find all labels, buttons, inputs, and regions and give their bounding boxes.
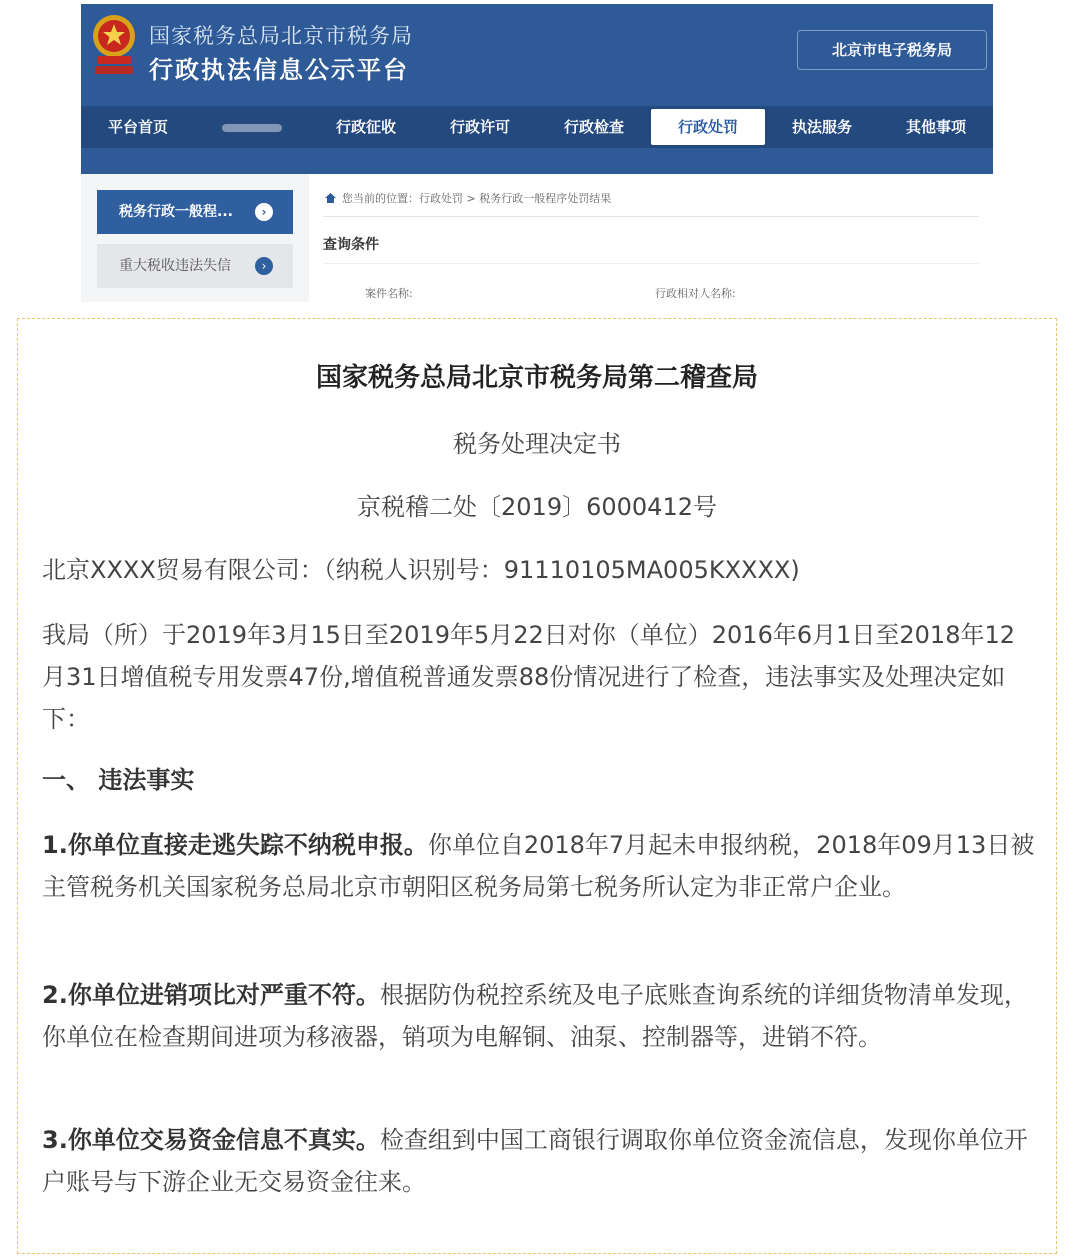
header-band <box>81 148 993 174</box>
fact-item-text: 根据防伪税控系统及电子底账查询系统的详细货物清单发现，你单位在检查期间进项为移液器，销项为电解铜、油泵、控制器等，进销不符。 <box>42 981 1028 1051</box>
document-title: 税务处理决定书 <box>453 430 621 458</box>
addressee: 北京XXXX贸易有限公司：（纳税人识别号：91110105MA005KXXXX) <box>42 556 800 584</box>
breadcrumb <box>325 190 611 206</box>
chevron-right-icon: › <box>255 203 273 221</box>
sidebar-item-general-procedure[interactable] <box>97 190 293 234</box>
sidebar-item-label: 税务行政一般程... <box>119 204 233 220</box>
sidebar-item-major-violation[interactable] <box>97 244 293 288</box>
national-emblem-icon <box>87 12 141 78</box>
fact-item-lead: 3.你单位交易资金信息不真实。 <box>42 1126 380 1154</box>
divider <box>323 216 979 217</box>
decision-document <box>17 318 1057 1254</box>
intro-paragraph: 我局（所）于2019年3月15日至2019年5月22日对你（单位）2016年6月1日至2018年12月31日增值税专用发票47份,增值税普通发票88份情况进行了检查，违法事实及处理决定如下： <box>42 621 1016 733</box>
nav-service[interactable]: 执法服务 <box>791 118 852 136</box>
fact-item <box>42 824 1038 908</box>
nav-penalty[interactable]: 行政处罚 <box>651 109 765 145</box>
counterpart-name-label: 行政相对人名称: <box>655 287 736 300</box>
fact-item <box>42 974 1038 1058</box>
issuing-org: 国家税务总局北京市税务局第二稽查局 <box>315 363 758 393</box>
site-org-name: 国家税务总局北京市税务局 <box>149 24 413 48</box>
home-icon <box>325 193 336 203</box>
nav-home[interactable]: 平台首页 <box>107 118 168 136</box>
site-title: 行政执法信息公示平台 <box>149 56 409 84</box>
sidebar-item-label: 重大税收违法失信 <box>119 258 231 274</box>
nav-item-blurred[interactable] <box>195 106 309 148</box>
nav-inspection[interactable]: 行政检查 <box>563 118 624 136</box>
etax-link-button[interactable]: 北京市电子税务局 <box>797 30 987 70</box>
breadcrumb-text: 您当前的位置：行政处罚 > 税务行政一般程序处罚结果 <box>342 192 612 205</box>
fact-item-text: 检查组到中国工商银行调取你单位资金流信息，发现你单位开户账号与下游企业无交易资金往来。 <box>42 1126 1028 1196</box>
site-header <box>81 4 993 106</box>
main-nav <box>81 106 993 148</box>
fact-item-text: 你单位自2018年7月起未申报纳税，2018年09月13日被主管税务机关国家税务总局北京市朝阳区税务局第七税务所认定为非正常户企业。 <box>42 831 1035 901</box>
fact-item <box>42 1119 1038 1203</box>
section-heading: 一、 违法事实 <box>42 766 195 794</box>
nav-other[interactable]: 其他事项 <box>905 118 966 136</box>
blurred-label <box>222 124 282 132</box>
portal-screenshot <box>81 4 993 302</box>
fact-item-lead: 2.你单位进销项比对严重不符。 <box>42 981 380 1009</box>
fact-item-lead: 1.你单位直接走逃失踪不纳税申报。 <box>42 831 428 859</box>
nav-permit[interactable]: 行政许可 <box>449 118 510 136</box>
content-panel <box>309 174 993 302</box>
nav-collection[interactable]: 行政征收 <box>335 118 396 136</box>
chevron-right-icon: › <box>255 257 273 275</box>
case-name-label: 案件名称: <box>365 287 413 300</box>
divider <box>323 263 979 264</box>
query-title: 查询条件 <box>323 237 379 253</box>
document-number: 京税稽二处〔2019〕6000412号 <box>357 493 717 521</box>
